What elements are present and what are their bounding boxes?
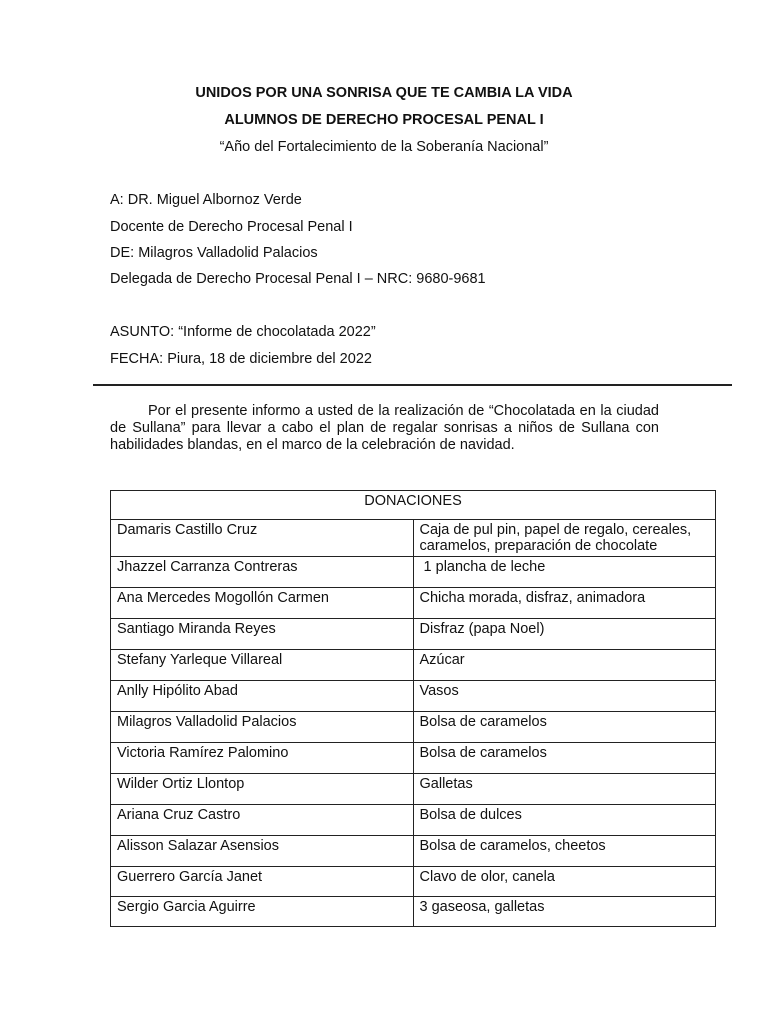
table-row [111,805,716,836]
donor-name-cell: Wilder Ortiz Llontop [111,774,414,805]
donation-item-cell: Galletas [413,774,716,805]
donation-item-cell: 1 plancha de leche [413,557,716,588]
table-header-row [111,491,716,520]
subject-line: ASUNTO: “Informe de chocolatada 2022” [110,324,376,340]
table-row [111,520,716,557]
table-row [111,619,716,650]
donor-name-cell: Damaris Castillo Cruz [111,520,414,557]
table-row [111,588,716,619]
donor-name-cell: Alisson Salazar Asensios [111,836,414,867]
recipient-line: A: DR. Miguel Albornoz Verde [110,192,302,208]
donor-name-cell: Jhazzel Carranza Contreras [111,557,414,588]
table-row [111,712,716,743]
table-row [111,774,716,805]
donor-name-cell: Milagros Valladolid Palacios [111,712,414,743]
table-row [111,557,716,588]
table-row [111,836,716,867]
sender-role-line: Delegada de Derecho Procesal Penal I – NRC: 9680-9681 [110,271,486,287]
document-subtitle: ALUMNOS DE DERECHO PROCESAL PENAL I [224,112,544,128]
donation-item-cell: Clavo de olor, canela [413,867,716,897]
donation-item-cell: Caja de pul pin, papel de regalo, cereales, caramelos, preparación de chocolate [413,520,716,557]
donor-name-cell: Stefany Yarleque Villareal [111,650,414,681]
table-row [111,867,716,897]
year-motto: “Año del Fortalecimiento de la Soberanía Nacional” [219,139,549,155]
donation-item-cell: 3 gaseosa, galletas [413,897,716,927]
donor-name-cell: Anlly Hipólito Abad [111,681,414,712]
donation-item-cell: Azúcar [413,650,716,681]
date-line: FECHA: Piura, 18 de diciembre del 2022 [110,351,372,367]
recipient-role-line: Docente de Derecho Procesal Penal I [110,219,353,235]
table-row [111,743,716,774]
donor-name-cell: Guerrero García Janet [111,867,414,897]
donor-name-cell: Ana Mercedes Mogollón Carmen [111,588,414,619]
horizontal-divider [93,384,732,386]
donor-name-cell: Victoria Ramírez Palomino [111,743,414,774]
donation-item-cell: Bolsa de caramelos, cheetos [413,836,716,867]
donor-name-cell: Santiago Miranda Reyes [111,619,414,650]
donation-item-cell: Bolsa de dulces [413,805,716,836]
donation-item-cell: Bolsa de caramelos [413,712,716,743]
document-title: UNIDOS POR UNA SONRISA QUE TE CAMBIA LA VIDA [195,85,573,101]
donation-item-cell: Bolsa de caramelos [413,743,716,774]
table-body [111,520,716,927]
body-paragraph: Por el presente informo a usted de la realización de “Chocolatada en la ciudad de Sullana” para llevar a cabo el plan de regalar sonrisas a niños de Sullana con habilidades blandas, en el marco de la celebración de navidad. [110,403,659,453]
donor-name-cell: Ariana Cruz Castro [111,805,414,836]
donor-name-cell: Sergio Garcia Aguirre [111,897,414,927]
donation-item-cell: Chicha morada, disfraz, animadora [413,588,716,619]
donation-item-cell: Vasos [413,681,716,712]
table-row [111,681,716,712]
table-row [111,897,716,927]
table-row [111,650,716,681]
donation-item-cell: Disfraz (papa Noel) [413,619,716,650]
donations-table [110,490,716,927]
sender-line: DE: Milagros Valladolid Palacios [110,245,318,261]
table-header-cell: DONACIONES [111,491,716,520]
